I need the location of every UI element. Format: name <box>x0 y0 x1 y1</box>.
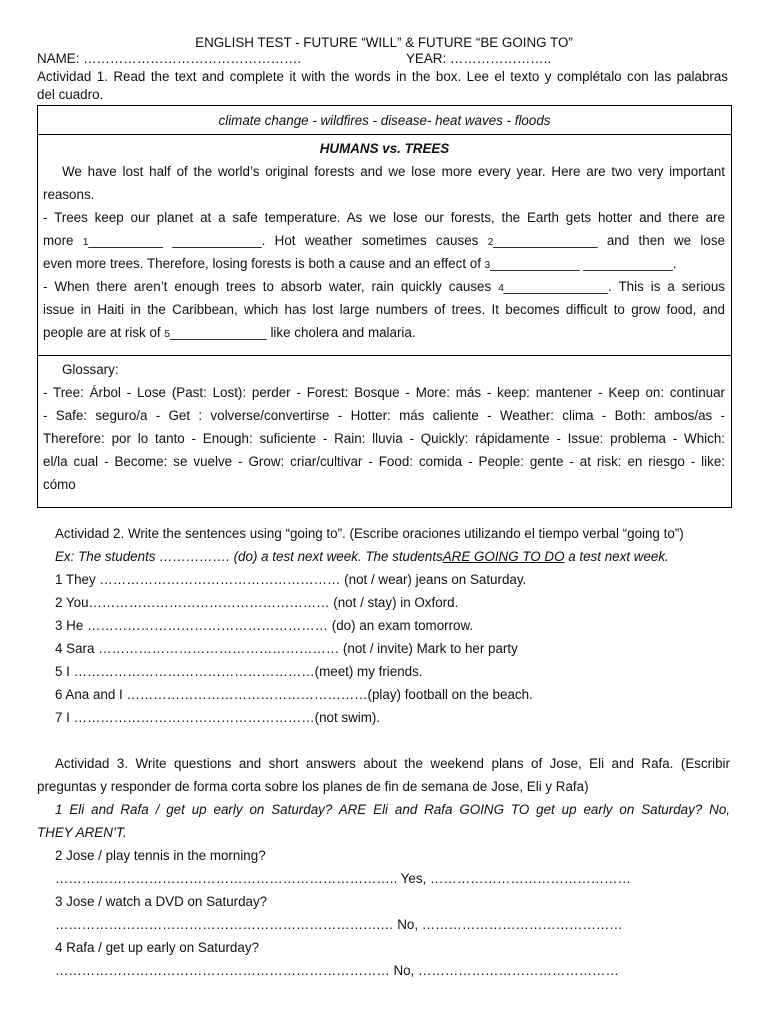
glossary-divider <box>38 355 731 356</box>
reading-line-4 <box>43 233 725 248</box>
glossary-line-1: - Tree: Árbol - Lose (Past: Lost): perder - Forest: Bosque - More: más - keep: mantener - Keep on: continuar <box>43 385 725 400</box>
activity3-answer-line[interactable]: ……………………………………………………………….… No, ……………………………………… <box>55 917 623 932</box>
word-bank-divider <box>38 134 731 135</box>
gap-5-number: 5 <box>164 329 170 340</box>
year-field-label: YEAR: ………………….. <box>406 51 552 66</box>
activity3-heading-line1: Actividad 3. Write questions and short answers about the weekend plans of Jose, Eli and Rafa. (Escribir <box>55 756 730 771</box>
reading-line-1: We have lost half of the world’s original forests and we lose more every year. Here are two very important <box>62 164 725 179</box>
activity2-heading: Actividad 2. Write the sentences using “going to”. (Escribe oraciones utilizando el tiempo verbal “going to”) <box>55 526 684 541</box>
activity3-question: 3 Jose / watch a DVD on Saturday? <box>55 894 268 909</box>
reading-line-6-a: - When there aren’t enough trees to absorb water, rain quickly causes <box>43 279 492 294</box>
reading-line-5-a: even more trees. Therefore, losing forests is both a cause and an effect of <box>43 256 481 271</box>
activity3-answer-line[interactable]: ………………………………………………………………… No, ……………………………………… <box>55 963 619 978</box>
gap-4-number: 4 <box>498 283 504 294</box>
name-field-label: NAME: …………………………………………. <box>37 51 302 66</box>
activity2-example-answer: ARE GOING TO DO <box>442 549 565 564</box>
activity1-instructions-line2: del cuadro. <box>37 87 104 102</box>
activity2-item[interactable]: 6 Ana and I ………………………………………………(play) football on the beach. <box>55 687 533 702</box>
activity3-heading-line2: preguntas y responder de forma corta sobre los planes de fin de semana de Jose, Eli y Rafa) <box>37 779 589 794</box>
activity2-example-a: Ex: The students ……………. (do) a test next week. The students <box>55 549 443 564</box>
activity2-item[interactable]: 5 I ………………………………………………(meet) my friends. <box>55 664 423 679</box>
activity2-item[interactable]: 7 I ………………………………………………(not swim). <box>55 710 381 725</box>
glossary-line-2: - Safe: seguro/a - Get : volverse/convertirse - Hotter: más caliente - Weather: clima - Both: ambos/as - <box>43 408 725 423</box>
gap-3-number: 3 <box>484 260 491 271</box>
test-title: ENGLISH TEST - FUTURE “WILL” & FUTURE “BE GOING TO” <box>195 35 573 50</box>
activity2-item[interactable]: 1 They ……………………………………………… (not / wear) jeans on Saturday. <box>55 572 527 587</box>
reading-line-8-a: people are at risk of <box>43 325 161 340</box>
activity3-example-line1: 1 Eli and Rafa / get up early on Saturday? ARE Eli and Rafa GOING TO get up early on Saturday? No, <box>55 802 730 817</box>
activity3-example-line2: THEY AREN’T. <box>37 825 127 840</box>
activity2-item[interactable]: 2 You……………………………………………… (not / stay) in Oxford. <box>55 595 459 610</box>
reading-line-7: issue in Haiti in the Caribbean, which has lost large numbers of trees. It becomes difficult to grow food, and <box>43 302 725 317</box>
reading-line-3: - Trees keep our planet at a safe temperature. As we lose our forests, the Earth gets hotter and there are <box>43 210 725 225</box>
glossary-line-4: el/la cual - Become: se vuelve - Grow: criar/cultivar - Food: comida - People: gente - at risk: en riesgo - like: <box>43 454 725 469</box>
reading-line-2: reasons. <box>43 187 95 202</box>
reading-line-5 <box>43 256 676 271</box>
gap-4-blank[interactable]: ______________. This is a serious <box>503 279 726 294</box>
activity1-instructions-line1: Actividad 1. Read the text and complete it with the words in the box. Lee el texto y complétalo con las palabras <box>37 69 728 84</box>
activity2-item[interactable]: 4 Sara ……………………………………………… (not / invite) Mark to her party <box>55 641 518 656</box>
reading-line-8 <box>43 325 416 340</box>
activity3-question: 4 Rafa / get up early on Saturday? <box>55 940 259 955</box>
activity2-item[interactable]: 3 He ……………………………………………… (do) an exam tomorrow. <box>55 618 474 633</box>
gap-2-blank[interactable]: ______________ and then we lose <box>493 233 725 248</box>
glossary-line-5: cómo <box>43 477 76 492</box>
word-bank: climate change - wildfires - disease- heat waves - floods <box>218 113 551 128</box>
activity2-example <box>55 549 669 564</box>
activity2-example-b: a test next week. <box>568 549 669 564</box>
gap-2-number: 2 <box>487 237 494 248</box>
gap-1-blank[interactable]: __________ ____________. Hot weather sometimes causes <box>88 233 479 248</box>
reading-line-6 <box>43 279 725 294</box>
reading-line-4-a: more <box>43 233 74 248</box>
reading-title: HUMANS vs. TREES <box>319 141 450 156</box>
activity1-box <box>37 105 732 508</box>
activity3-question: 2 Jose / play tennis in the morning? <box>55 848 266 863</box>
glossary-line-3: Therefore: por lo tanto - Enough: suficiente - Rain: lluvia - Quickly: rápidamente - Issue: problema - Which: <box>43 431 725 446</box>
activity3-answer-line[interactable]: ………………………………………………………………….. Yes, ……………………………………… <box>55 871 631 886</box>
gap-3-blank[interactable]: ____________ ____________. <box>490 256 677 271</box>
gap-1-number: 1 <box>82 237 89 248</box>
glossary-heading: Glossary: <box>62 362 119 377</box>
gap-5-blank[interactable]: _____________ like cholera and malaria. <box>169 325 416 340</box>
